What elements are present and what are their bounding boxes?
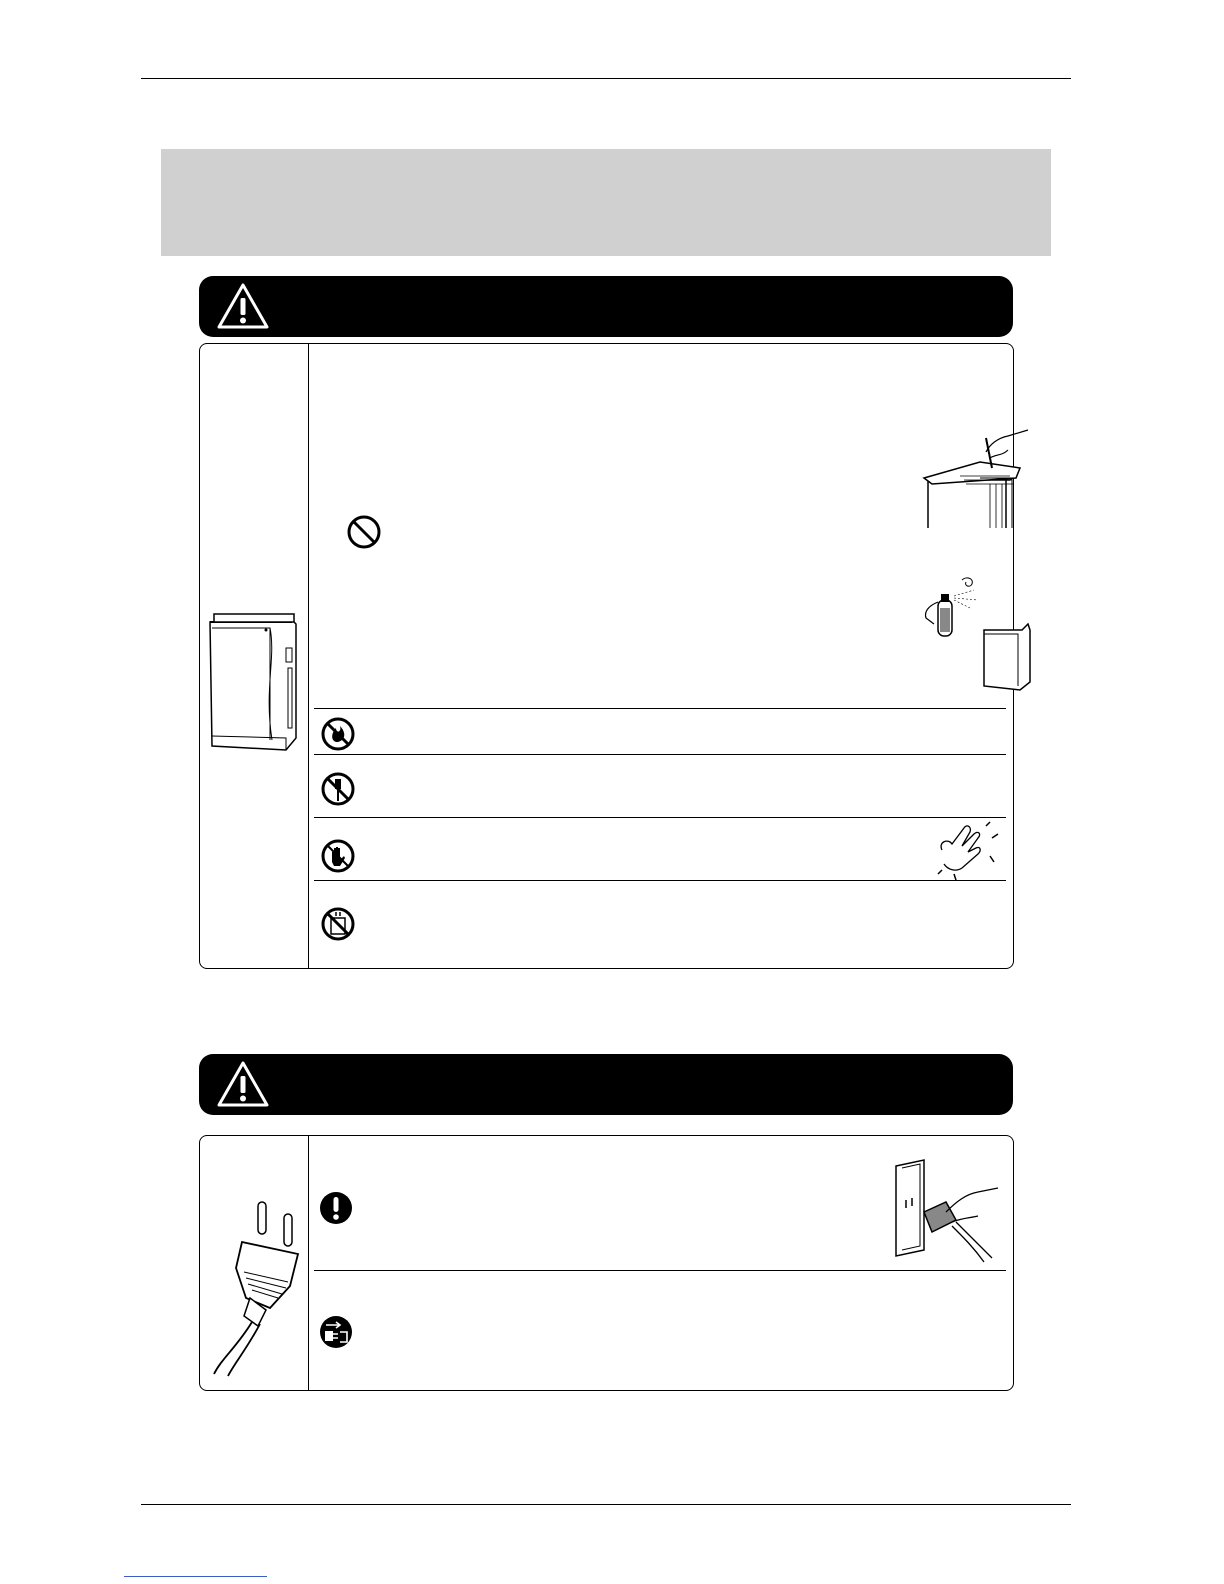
unplug-icon bbox=[318, 1314, 354, 1350]
no-open-flame-icon bbox=[320, 716, 356, 752]
wet-hand-illustration bbox=[934, 820, 1004, 884]
mandatory-action-icon bbox=[318, 1190, 354, 1226]
row-separator bbox=[314, 708, 1006, 709]
row-separator bbox=[314, 817, 1006, 818]
section-title-band bbox=[161, 149, 1051, 256]
prohibition-icon bbox=[346, 514, 382, 550]
caution-banner bbox=[199, 1054, 1013, 1115]
unplugging-illustration bbox=[894, 1158, 1006, 1266]
footer-rule bbox=[141, 1504, 1071, 1505]
panel-divider bbox=[308, 1136, 309, 1390]
no-water-icon bbox=[320, 906, 356, 942]
warning-triangle-icon bbox=[217, 282, 269, 330]
warning-banner bbox=[199, 276, 1013, 337]
air-purifier-illustration bbox=[206, 608, 306, 756]
no-disassembly-icon bbox=[320, 771, 356, 807]
power-plug-illustration bbox=[206, 1198, 302, 1378]
footer-link-underline[interactable] bbox=[124, 1576, 267, 1577]
no-wet-hands-icon bbox=[320, 838, 356, 874]
row-separator bbox=[314, 1270, 1006, 1271]
spray-illustration bbox=[922, 572, 1034, 692]
caution-panel bbox=[199, 1135, 1014, 1391]
insert-object-illustration bbox=[920, 428, 1032, 530]
panel-divider bbox=[308, 344, 309, 968]
header-rule bbox=[141, 78, 1071, 79]
row-separator bbox=[314, 880, 1006, 881]
row-separator bbox=[314, 754, 1006, 755]
warning-panel bbox=[199, 343, 1014, 969]
warning-triangle-icon bbox=[217, 1060, 269, 1108]
